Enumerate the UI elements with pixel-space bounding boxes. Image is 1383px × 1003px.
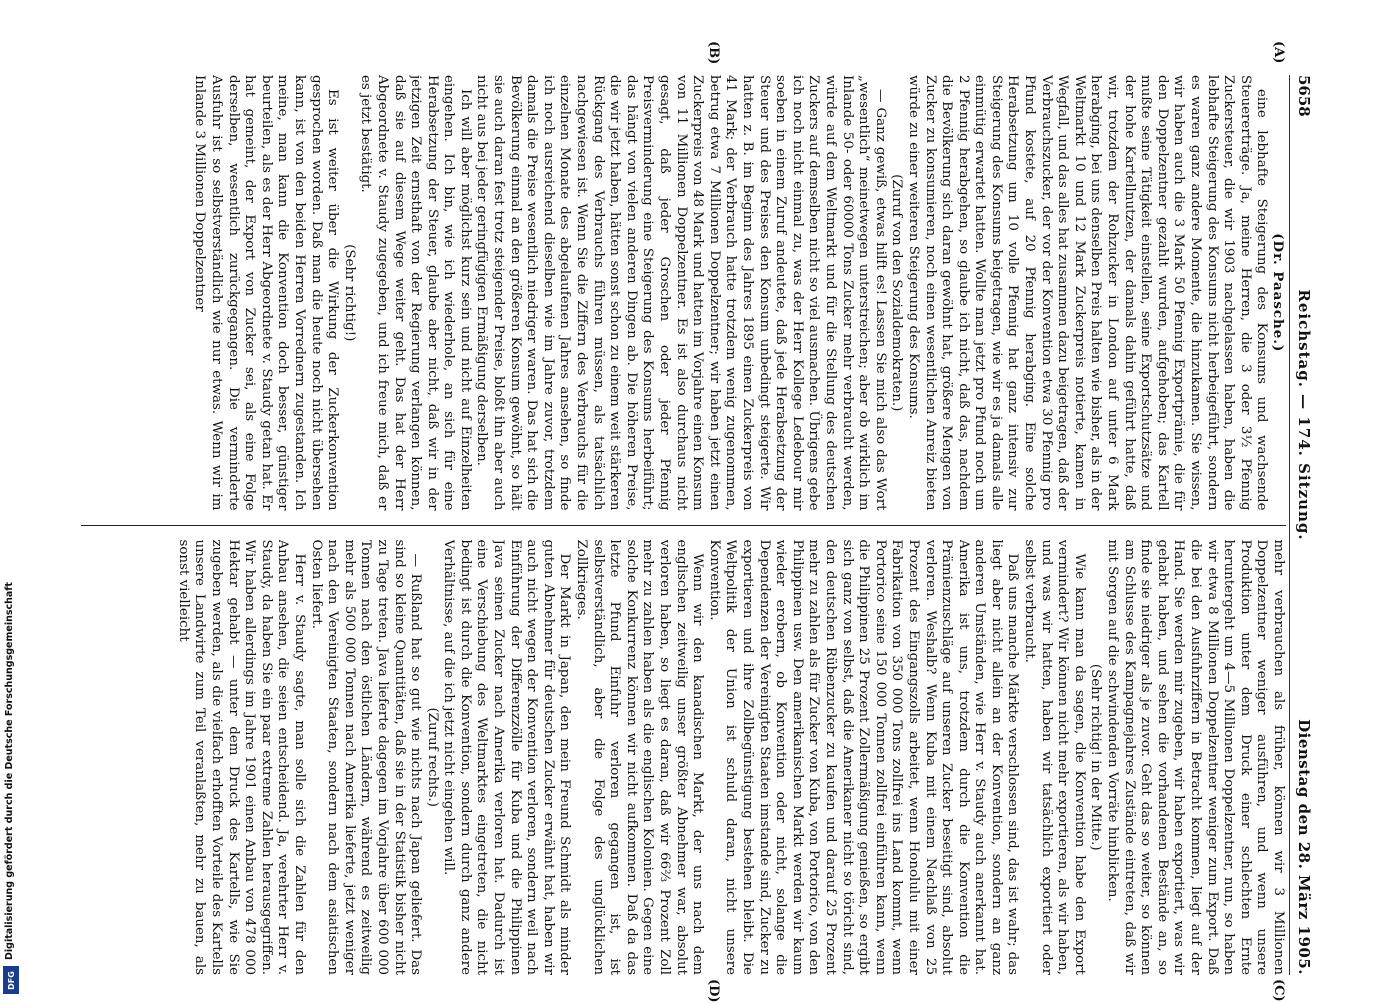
column-divider — [81, 525, 1286, 526]
speaker-label: (Dr. Paasche.) — [1270, 233, 1286, 353]
margin-mark-d: (D) — [706, 979, 721, 1003]
paragraph: Wenn wir den kanadischen Markt, der uns nach dem englischen zeitweilig unser größter Abnehmer war, absolut verloren haben, so liegt es daran, daß wir 66⅔ Prozent Zoll mehr zu zahlen haben als die englischen Kolonien. Gegen eine solche Konkurrenz können wir nicht aufkommen. Daß da das letzte Pfund Einfuhr verloren gegangen ist, ist selbstverständlich, aber die Folge des unglücklichen Zollkrieges. — [574, 539, 706, 975]
paragraph: Daß uns manche Märkte verschlossen sind, das ist wahr; das liegt aber nicht allein an der Konvention, sondern an ganz anderen Umständen, wie Herr v. Staudy auch anerkannt hat. Amerika ist uns, trotzdem durch die Konvention die Prämienzuschläge auf unseren Zucker beseitigt sind, absolut verloren. Weshalb? Wenn Kuba mit einem Nachlaß von 25 Prozent des Eingangszolls arbeitet, wenn Honolulu mit einer Fabrikation von 350 000 Tons zollfrei ins Land kommt, wenn Portorico seine 150 000 Tonnen zollfrei einführen kann, wenn die Philippinen 25 Prozent Zollermäßigung genießen, so ergibt sich ganz von selbst, daß die Amerikaner nicht so töricht sind, den deutschen Rübenzucker zu kaufen und darauf 25 Prozent mehr zu zahlen als für Zucker von Kuba, von Portorico, von den Philippinen usw. Den amerikanischen Markt werden wir kaum wieder erobern, ob Konvention oder nicht, solange die Dependenzen der Vereinigten Staaten imstande sind, Zucker zu exportieren und ihre Zollbegünstigung bestehen bleibt. Die Weltpolitik der Union ist schuld daran, nicht unsere Konvention. — [706, 539, 1021, 975]
sheet-rotator — [76, 41, 1316, 1003]
margin-mark-a: (A) — [1271, 41, 1286, 64]
interjection: (Zuruf von den Sozialdemokraten.) — [889, 174, 905, 412]
text-columns — [81, 75, 1286, 975]
margin-mark-c: (C) — [1271, 979, 1286, 1002]
interjection: (Sehr richtig! in der Mitte.) — [1088, 663, 1104, 851]
page-title: Reichstag. — 174. Sitzung. — [1295, 289, 1313, 541]
page-header — [1292, 75, 1316, 975]
page-date: Dienstag den 28. März 1905. — [1295, 719, 1313, 975]
paragraph: Es ist weiter über die Wirkung der Zuckerkonvention gesprochen worden. Daß man die heute noch nicht übersehen kann, ist von den beiden Herren Vorrednern zugestanden. Ich meine, man kann die Konvention doch besser, günstiger beurteilen, als es der Herr Abgeordnete v. Staudy getan hat. Er hat gemeint, der Export von Zucker sei, als eine Folge derselben, wesentlich zurückgegangen. Die verminderte Ausfuhr ist so selbstverständlich wie nur etwas. Wenn wir im Inlande 3 Millionen Doppelzentner — [192, 75, 341, 511]
interjection: (Sehr richtig!) — [341, 244, 357, 342]
paragraph: — Ganz gewiß, etwas hilft es! Lassen Sie mich also das Wort „wesentlich“ meinetwegen unterstreichen; aber ob wirklich im Inlande 50- oder 60000 Tons Zucker mehr verbraucht werden, würde auf dem Weltmarkt und für die Stellung des deutschen Zuckers auf demselben nicht so viel ausmachen. Übrigens gebe ich noch nicht einmal zu, was der Herr Kollege Ledebour mir soeben in einem Zuruf andeutete, daß jede Herabsetzung der Steuer und des Preises den Konsum unbedingt steigerte. Wir hatten z. B. im Beginn des Jahres 1895 einen Zuckerpreis von 41 Mark; der Verbrauch hatte trotzdem wenig zugenommen, betrug etwa 7 Millionen Doppelzentner; wir haben jetzt einen Zuckerpreis von 48 Mark und hatten im Vorjahre einen Konsum von 11 Millionen Doppelzentner. Es ist also durchaus nicht gesagt, daß jeder Groschen oder jeder Pfennig Preisverminderung eine Steigerung des Konsums herbeiführt; das hängt von vielen anderen Dingen ab. Die höheren Preise, die wir jetzt haben, hätten sonst schon zu einem weit stärkeren Rückgang des Verbrauchs führen müssen, als tatsächlich nachgewiesen ist. Wenn Sie die Ziffern des Verbrauchs für die einzelnen Monate des abgelaufenen Jahres ansehen, so finde ich noch ausreichend dieselben wie im Jahre zuvor, trotzdem damals die Preise wesentlich niedriger waren. Das hat sich die Bevölkerung einmal an den größeren Konsum gewöhnt, so hält sie auch daran fest trotz steigender Preise, bloßt ihn aber auch nicht aus bei jeder geringfügigen Ermäßigung derselben. — [474, 75, 888, 511]
paragraph: — Rußland hat so gut wie nichts nach Japan geliefert. Das sind so kleine Quantitäten, daß sie in der Statistik bisher nicht zu Tage treten. Java lieferte dagegen im Vorjahre über 600 000 Tonnen nach den östlichen Ländern, während es zeitweilig mehr als 500 000 Tonnen nach Amerika lieferte, jetzt weniger nach den Vereinigten Staaten, sondern nach dem asiatischen Osten liefert. — [308, 539, 424, 975]
header-rule — [1289, 75, 1290, 975]
right-column — [81, 540, 1286, 976]
left-column — [81, 75, 1286, 511]
document-sheet — [76, 41, 1316, 1003]
dfg-logo — [3, 966, 19, 994]
digitization-note — [0, 0, 28, 1000]
paragraph: Wie kann man da sagen, die Konvention habe den Export vermindert? Wir können nicht mehr exportieren, als wir haben, und was wir hatten, haben wir tatsächlich exportiert oder selbst verbraucht. — [1022, 539, 1087, 975]
paragraph: Ich will aber möglichst kurz sein und nicht auf Einzelheiten eingehen. Ich bin, wie ich wiederhole, an sich für eine Herabsetzung der Steuer, glaube aber nicht, daß wir in der jetzigen Zeit ernsthaft von der Regierung verlangen können, daß sie auf diesem Wege weiter geht. Das hat der Herr Abgeordnete v. Staudy zugegeben, und ich freue mich, daß er es jetzt bestätigt. — [358, 75, 473, 511]
paragraph: eine lebhafte Steigerung des Konsums und wachsende Steuererträge. Ja, meine Herren, die 3 oder 3½ Pfennig Zuckersteuer, die wir 1903 nachgelassen haben, haben die lebhafte Steigerung des Konsums nicht herbeigeführt, sondern es waren ganz andere Momente, die hinzukamen. Sie wissen, wir haben auch die 3 Mark 50 Pfennig Exportprämie, die für den Doppelzentner gezahlt wurden, aufgehoben; das Kartell mußte seine Tätigkeit einstellen, seine Exportschutzsätze und der hohe Kartellnutzen, der damals dahin geführt hatte, daß wir, trotzdem der Rohzucker in London auf unter 6 Mark herabging, bei uns denselben Preis halten wie bisher, als in der Weltmarkt 10 und 12 Mark Zuckerpreis notierte, kamen in Wegfall, und das alles hat zusammen dazu beigetragen, daß der Verbrauchszucker, der vor der Konvention etwa 30 Pfennig pro Pfund kostete, auf 20 Pfennig herabging. Eine solche Herabsetzung um 10 volle Pfennig hat ganz intensiv zur Steigerung des Konsums beigetragen, wie wir es ja damals alle einmütig erwartet hatten. Wollte man jetzt pro Pfund noch um 2 Pfennig herabgehen, so glaube ich nicht, daß das, nachdem die Bevölkerung sich daran gewöhnt hat, größere Mengen von Zucker zu konsumieren, noch einen wesentlichen Anreiz bieten würde zu einer weiteren Steigerung des Konsums. — [905, 75, 1270, 511]
interjection: (Zuruf rechts.) — [424, 707, 440, 808]
digitization-text: Digitalisierung gefördert durch die Deutsche Forschungsgemeinschaft — [4, 582, 15, 960]
paragraph: Der Markt in Japan, den mein Freund Schmidt als minder guten Abnehmer für deutschen Zucker erwähnt hat, haben wir auch nicht wegen der Konvention verloren, sondern weil nach Einführung der Differenzzölle für Kuba und die Philippinen Java seinen Zucker nach Amerika verloren hat. Dadurch ist eine Verschiebung des Weltmarktes eingetreten, die nicht bedingt ist durch die Konvention, sondern durch ganz andere Verhältnisse, auf die ich jetzt nicht eingehen will. — [441, 539, 573, 975]
paragraph: Herr v. Staudy sagte, man solle sich die Zahlen für den Anbau ansehen, die seien entscheidend. Ja, verehrter Herr v. Staudy, da haben Sie ein paar extreme Zahlen herausgegriffen. Wir haben allerdings im Jahre 1901 einen Anbau von 478 000 Hektar gehabt — unter dem Druck des Kartells, wie Sie zugeben werden, als die vielfach erhofften Vorteile des Kartells unsere Landwirte zum Teil veranlaßten, mehr zu bauen, als sonst vielleicht — [175, 539, 307, 975]
paragraph: mehr verbrauchen als früher, können wir 3 Millionen Doppelzentner weniger ausführen, und wenn unsere Produktion unter dem Druck einer schlechten Ernte heruntergeht um 4—5 Millionen Doppelzentner, nun, so haben wir etwa 8 Millionen Doppelzentner weniger zum Export. Daß die bei den Ausfuhrziffern in Betracht kommen, liegt auf der Hand. Sie werden mir zugeben, wir haben exportiert, was wir gehabt haben, und sehen die vorhandenen Bestände an, so finde sie niedriger als je zuvor. Geht das so weiter, so können am Schlusse des Kampagnejahres Zustände eintreten, daß wir mit Sorgen auf die schwindenden Vorräte hinblicken. — [1105, 539, 1286, 975]
dfg-logo-text: DFG — [6, 970, 16, 990]
margin-mark-b: (B) — [706, 41, 721, 65]
page-number: 5658 — [1295, 75, 1313, 117]
